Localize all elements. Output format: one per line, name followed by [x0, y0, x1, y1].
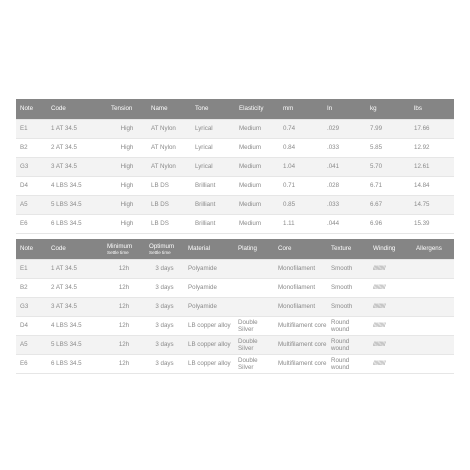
cell-tone: Brilliant	[191, 215, 235, 234]
table-row	[16, 260, 454, 279]
cell-code: 3 AT 34.5	[47, 158, 107, 177]
cell-minimum-settle-time: 12h	[103, 260, 145, 279]
cell-code: 1 AT 34.5	[47, 260, 103, 279]
cell-note: B2	[16, 139, 47, 158]
cell-code: 3 AT 34.5	[47, 298, 103, 317]
header-in: In	[323, 99, 366, 120]
cell-plating	[234, 260, 274, 279]
cell-code: 2 AT 34.5	[47, 279, 103, 298]
header-material: Material	[184, 239, 234, 260]
header-winding: Winding	[369, 239, 412, 260]
cell-allergens	[412, 298, 454, 317]
cell-code: 4 LBS 34.5	[47, 177, 107, 196]
header-note: Note	[16, 239, 47, 260]
cell-kg: 5.70	[366, 158, 410, 177]
cell-material: LB copper alloy	[184, 355, 234, 374]
cell-in: .033	[323, 139, 366, 158]
table-row	[16, 355, 454, 374]
table-row	[16, 279, 454, 298]
cell-elasticity: Medium	[235, 177, 279, 196]
construction-header-row	[16, 239, 454, 260]
cell-code: 1 AT 34.5	[47, 120, 107, 139]
cell-tension: High	[107, 177, 147, 196]
cell-name: AT Nylon	[147, 120, 191, 139]
cell-material: LB copper alloy	[184, 317, 234, 336]
cell-material: Polyamide	[184, 279, 234, 298]
cell-code: 6 LBS 34.5	[47, 215, 107, 234]
cell-tension: High	[107, 196, 147, 215]
cell-optimum-settle-time: 3 days	[145, 336, 184, 355]
cell-allergens	[412, 260, 454, 279]
cell-core: Multifilament core	[274, 355, 327, 374]
cell-note: E1	[16, 120, 47, 139]
header-tone: Tone	[191, 99, 235, 120]
cell-winding: //////////	[369, 260, 412, 279]
cell-core: Multifilament core	[274, 317, 327, 336]
cell-lbs: 12.61	[410, 158, 454, 177]
cell-tone: Lyrical	[191, 120, 235, 139]
header-minimum-label: Minimum	[107, 242, 133, 250]
cell-tone: Brilliant	[191, 177, 235, 196]
cell-minimum-settle-time: 12h	[103, 336, 145, 355]
cell-optimum-settle-time: 3 days	[145, 279, 184, 298]
cell-note: G3	[16, 298, 47, 317]
cell-tone: Lyrical	[191, 158, 235, 177]
cell-name: LB DS	[147, 177, 191, 196]
cell-mm: 0.71	[279, 177, 323, 196]
cell-note: E6	[16, 355, 47, 374]
cell-in: .028	[323, 177, 366, 196]
cell-elasticity: Medium	[235, 139, 279, 158]
cell-code: 2 AT 34.5	[47, 139, 107, 158]
cell-kg: 5.85	[366, 139, 410, 158]
header-minimum-sublabel: Settle time	[107, 250, 129, 256]
cell-mm: 0.74	[279, 120, 323, 139]
header-optimum-sublabel: Settle time	[149, 250, 171, 256]
cell-tension: High	[107, 158, 147, 177]
table-row	[16, 177, 454, 196]
cell-allergens	[412, 336, 454, 355]
cell-allergens	[412, 355, 454, 374]
cell-plating: Double Silver	[234, 355, 274, 374]
cell-code: 5 LBS 34.5	[47, 336, 103, 355]
cell-tension: High	[107, 215, 147, 234]
cell-kg: 6.67	[366, 196, 410, 215]
cell-winding: //////////	[369, 355, 412, 374]
cell-plating: Double Silver	[234, 336, 274, 355]
header-allergens: Allergens	[412, 239, 454, 260]
construction-table-body	[16, 260, 454, 374]
cell-code: 4 LBS 34.5	[47, 317, 103, 336]
cell-winding: //////////	[369, 336, 412, 355]
cell-kg: 6.96	[366, 215, 410, 234]
cell-allergens	[412, 317, 454, 336]
cell-optimum-settle-time: 3 days	[145, 317, 184, 336]
cell-lbs: 14.75	[410, 196, 454, 215]
cell-tension: High	[107, 120, 147, 139]
cell-elasticity: Medium	[235, 196, 279, 215]
strings-header-row	[16, 99, 454, 120]
cell-in: .033	[323, 196, 366, 215]
cell-material: Polyamide	[184, 298, 234, 317]
cell-optimum-settle-time: 3 days	[145, 260, 184, 279]
header-elasticity: Elasticity	[235, 99, 279, 120]
header-note: Note	[16, 99, 47, 120]
cell-minimum-settle-time: 12h	[103, 317, 145, 336]
cell-optimum-settle-time: 3 days	[145, 355, 184, 374]
cell-in: .044	[323, 215, 366, 234]
cell-note: A5	[16, 336, 47, 355]
construction-spec-table	[16, 239, 454, 374]
table-row	[16, 158, 454, 177]
cell-lbs: 14.84	[410, 177, 454, 196]
cell-texture: Round wound	[327, 317, 369, 336]
cell-minimum-settle-time: 12h	[103, 279, 145, 298]
cell-core: Monofilament	[274, 279, 327, 298]
cell-elasticity: Medium	[235, 120, 279, 139]
header-code: Code	[47, 99, 107, 120]
header-core: Core	[274, 239, 327, 260]
cell-core: Monofilament	[274, 298, 327, 317]
cell-elasticity: Medium	[235, 158, 279, 177]
cell-winding: //////////	[369, 317, 412, 336]
cell-lbs: 17.66	[410, 120, 454, 139]
cell-in: .029	[323, 120, 366, 139]
header-lbs: lbs	[410, 99, 454, 120]
cell-tone: Lyrical	[191, 139, 235, 158]
table-row	[16, 196, 454, 215]
header-optimum-label: Optimum	[149, 242, 175, 250]
cell-core: Monofilament	[274, 260, 327, 279]
header-tension: Tension	[107, 99, 147, 120]
cell-texture: Smooth	[327, 260, 369, 279]
cell-material: Polyamide	[184, 260, 234, 279]
strings-spec-table	[16, 99, 454, 234]
cell-optimum-settle-time: 3 days	[145, 298, 184, 317]
header-texture: Texture	[327, 239, 369, 260]
cell-name: LB DS	[147, 215, 191, 234]
cell-kg: 7.99	[366, 120, 410, 139]
cell-texture: Smooth	[327, 298, 369, 317]
cell-note: A5	[16, 196, 47, 215]
cell-texture: Round wound	[327, 355, 369, 374]
cell-elasticity: Medium	[235, 215, 279, 234]
table-row	[16, 139, 454, 158]
cell-note: E6	[16, 215, 47, 234]
cell-code: 5 LBS 34.5	[47, 196, 107, 215]
cell-texture: Smooth	[327, 279, 369, 298]
cell-winding: //////////	[369, 298, 412, 317]
table-row	[16, 215, 454, 234]
header-name: Name	[147, 99, 191, 120]
cell-mm: 1.11	[279, 215, 323, 234]
cell-in: .041	[323, 158, 366, 177]
cell-note: D4	[16, 317, 47, 336]
cell-kg: 6.71	[366, 177, 410, 196]
cell-name: LB DS	[147, 196, 191, 215]
table-row	[16, 336, 454, 355]
cell-material: LB copper alloy	[184, 336, 234, 355]
cell-allergens	[412, 279, 454, 298]
cell-plating: Double Silver	[234, 317, 274, 336]
table-row	[16, 298, 454, 317]
cell-minimum-settle-time: 12h	[103, 298, 145, 317]
header-minimum-settle-time	[103, 239, 145, 260]
cell-tone: Brilliant	[191, 196, 235, 215]
cell-name: AT Nylon	[147, 158, 191, 177]
header-code: Code	[47, 239, 103, 260]
header-kg: kg	[366, 99, 410, 120]
cell-lbs: 15.39	[410, 215, 454, 234]
cell-mm: 0.84	[279, 139, 323, 158]
cell-note: G3	[16, 158, 47, 177]
cell-note: B2	[16, 279, 47, 298]
cell-tension: High	[107, 139, 147, 158]
cell-name: AT Nylon	[147, 139, 191, 158]
strings-table-body	[16, 120, 454, 234]
header-plating: Plating	[234, 239, 274, 260]
cell-texture: Round wound	[327, 336, 369, 355]
cell-winding: //////////	[369, 279, 412, 298]
cell-mm: 0.85	[279, 196, 323, 215]
cell-code: 6 LBS 34.5	[47, 355, 103, 374]
table-row	[16, 120, 454, 139]
cell-plating	[234, 298, 274, 317]
cell-note: D4	[16, 177, 47, 196]
cell-note: E1	[16, 260, 47, 279]
cell-lbs: 12.92	[410, 139, 454, 158]
cell-core: Multifilament core	[274, 336, 327, 355]
header-optimum-settle-time	[145, 239, 184, 260]
cell-plating	[234, 279, 274, 298]
table-row	[16, 317, 454, 336]
cell-minimum-settle-time: 12h	[103, 355, 145, 374]
header-mm: mm	[279, 99, 323, 120]
cell-mm: 1.04	[279, 158, 323, 177]
